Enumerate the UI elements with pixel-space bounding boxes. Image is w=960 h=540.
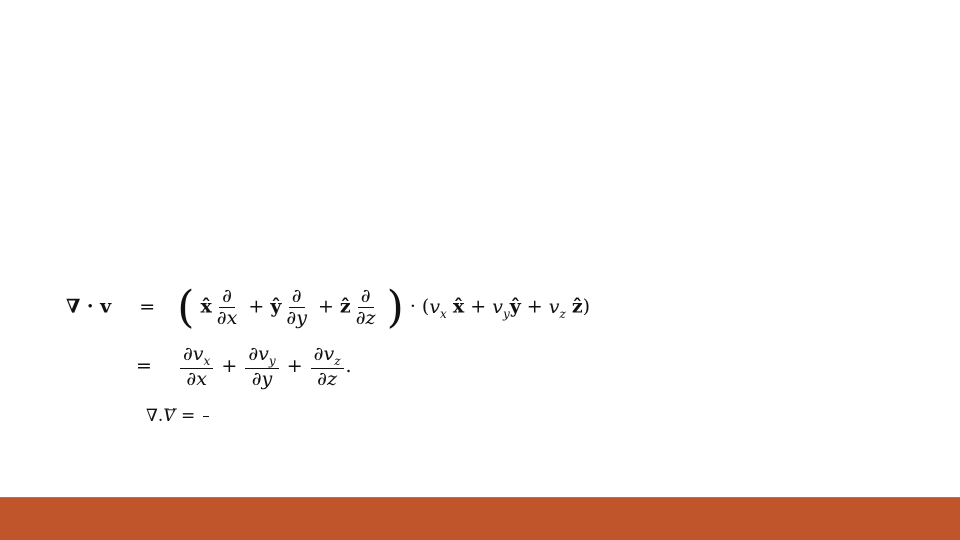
divergence-operator-equation: ∇ · v = ( x̂ $\frac{\partial}{\partial x}$ + ŷ $\frac{\partial}{\partial y}$ + ẑ $\frac{\partial}{\partial z}$ ) · ($v_x$ x̂ + $v_yŷ + v_z$ ẑ)	[66, 282, 591, 333]
footer-bar	[0, 498, 960, 540]
diverging-vector-field-image	[758, 28, 958, 218]
divergence-partials-equation: = $\frac{\partial v_x}{\partial x}$ + $\frac{\partial v_y}{\partial y}$ + $\frac{\partial v_z}{\partial z}$ .	[136, 343, 352, 390]
flux-numerator	[203, 416, 209, 417]
uniform-vector-field-image	[730, 222, 950, 402]
flux-divergence-equation: ∇.V⃗ =	[146, 406, 211, 426]
